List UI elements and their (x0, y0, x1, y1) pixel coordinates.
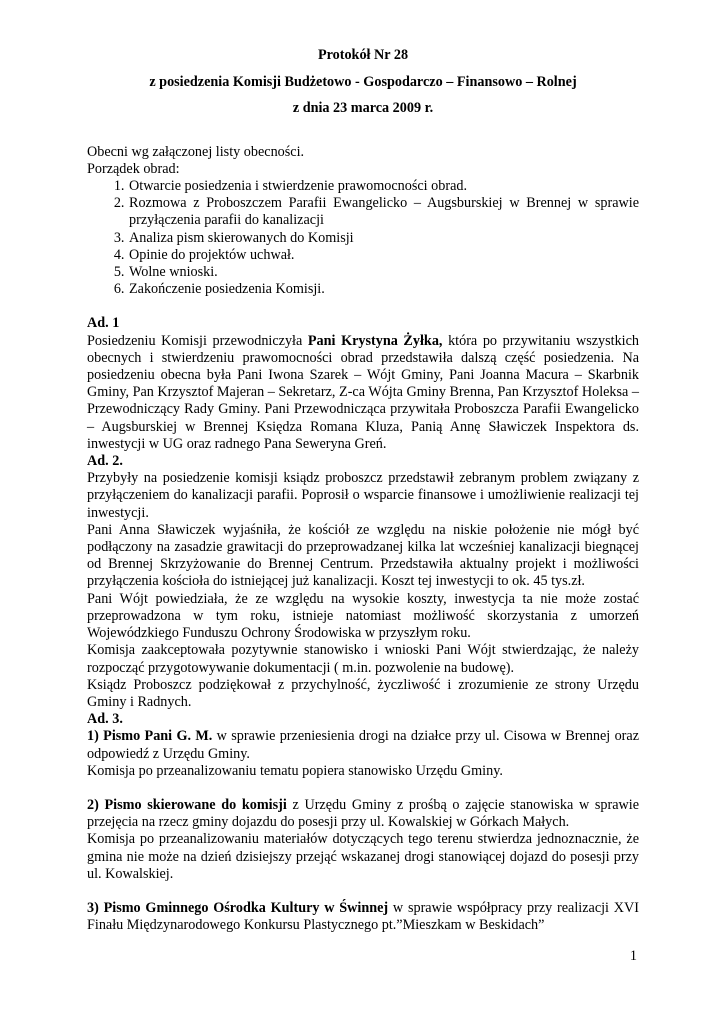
ad1-heading: Ad. 1 (87, 315, 120, 332)
ad2-paragraph-3: Pani Wójt powiedziała, że ze względu na wysokie koszty, inwestycja ta nie może zostać przeprowadzona w tym roku, istnieje natomiast możliwość skorzystania z umorzeń Wojewódzkiego Funduszu Ochrony Środowiska w przyszłym roku. (87, 590, 639, 642)
ad3-heading: Ad. 3. (87, 711, 123, 728)
ad3-item-1 (87, 728, 639, 762)
attendance-note: Obecni wg załączonej listy obecności. (87, 143, 305, 160)
agenda-label: Porządek obrad: (87, 160, 180, 177)
agenda-item: 1. Otwarcie posiedzenia i stwierdzenie prawomocności obrad. (128, 178, 639, 195)
chairperson-name: Pani Krystyna Żyłka, (307, 332, 443, 349)
ad2-paragraph-1: Przybyły na posiedzenie komisji ksiądz proboszcz przedstawił zebranym problem związany z przyłączeniem do kanalizacji parafii. Poprosił o wsparcie finansowe i umożliwienie realizacji tej inwestycji. (87, 470, 639, 521)
ad3-item-3-text: w sprawie współpracy przy realizacji XVI Finału Międzynarodowego Konkursu Plastycznego pt.”Mieszkam w Beskidach” (87, 899, 639, 934)
document-date: z dnia 23 marca 2009 r. (292, 100, 434, 117)
agenda-item: 4. Opinie do projektów uchwał. (128, 247, 639, 264)
ad3-item-3 (87, 900, 639, 934)
ad2-paragraph-5: Ksiądz Proboszcz podziękował z przychylność, życzliwość i zrozumienie ze strony Urzędu Gminy i Radnych. (87, 676, 639, 710)
document-title: Protokół Nr 28 (317, 47, 409, 63)
ad3-item-2-conclusion: Komisja po przeanalizowaniu materiałów dotyczących tego terenu stwierdza jednoznacznie, że gmina nie może na dzień dzisiejszy przejąć wskazanej drogi stanowiącej dojazd do posesji przy ul. Kowalskiej. (87, 831, 639, 882)
agenda-item: 3. Analiza pism skierowanych do Komisji (128, 230, 639, 247)
ad2-paragraph-4: Komisja zaakceptowała pozytywnie stanowisko i wnioski Pani Wójt stwierdzając, że należy rozpocząć przygotowywanie dokumentacji ( m.in. pozwolenie na budowę). (87, 642, 639, 676)
agenda-item: 2. Rozmowa z Proboszczem Parafii Ewangelicko – Augsburskiej w Brennej w sprawie przyłączenia parafii do kanalizacji (128, 195, 639, 229)
agenda-list (87, 178, 639, 298)
ad3-item-2-title: 2) Pismo skierowane do komisji (87, 796, 287, 813)
ad1-paragraph (87, 333, 639, 453)
page-number: 1 (629, 948, 637, 964)
ad3-item-2 (87, 797, 639, 831)
ad2-heading: Ad. 2. (87, 453, 123, 470)
ad1-text-a: Posiedzeniu Komisji przewodniczyła (87, 332, 308, 349)
document-page (87, 47, 639, 934)
ad3-item-1-title: 1) Pismo Pani G. M. (87, 728, 213, 745)
agenda-item: 5. Wolne wnioski. (128, 264, 639, 281)
ad3-item-1-conclusion: Komisja po przeanalizowaniu tematu popiera stanowisko Urzędu Gminy. (87, 762, 503, 779)
document-subtitle: z posiedzenia Komisji Budżetowo - Gospodarczo – Finansowo – Rolnej (149, 73, 577, 90)
ad2-paragraph-2: Pani Anna Sławiczek wyjaśniła, że kościół ze względu na niskie położenie nie mógł być podłączony na zasadzie grawitacji do przeprowadzanej kilka lat wcześniej kanalizacji biegnącej od Brennej Skrzyżowanie do Brennej Centrum. Przedstawiła aktualny projekt i możliwości przyłączenia kościoła do istniejącej już kanalizacji. Koszt tej inwestycji to ok. 45 tys.zł. (87, 521, 639, 590)
agenda-item: 6. Zakończenie posiedzenia Komisji. (128, 281, 639, 298)
ad3-item-2-text: z Urzędu Gminy z prośbą o zajęcie stanowiska w sprawie przejęcia na rzecz gminy dojazdu do posesji przy ul. Kowalskiej w Górkach Małych. (87, 796, 639, 831)
ad1-text-b: która po przywitaniu wszystkich obecnych i stwierdzeniu prawomocności obrad przedstawiła dalszą część posiedzenia. Na posiedzeniu obecna była Pani Iwona Szarek – Wójt Gminy, Pani Joanna Macura – Skarbnik Gminy, Pan Krzysztof Majeran – Sekretarz, Z-ca Wójta Gminy Brenna, Pan Krzysztof Holeksa – Przewodniczący Rady Gminy. Pani Przewodnicząca przywitała Proboszcza Parafii Ewangelicko – Augsburskiej w Brennej Księdza Romana Kluza, Panią Annę Sławiczek Inspektora ds. inwestycji w UG oraz radnego Pana Seweryna Greń. (87, 332, 640, 452)
ad3-item-3-title: 3) Pismo Gminnego Ośrodka Kultury w Świnnej (87, 899, 389, 916)
ad3-item-1-text: w sprawie przeniesienia drogi na działce przy ul. Cisowa w Brennej oraz odpowiedź z Urzędu Gminy. (87, 728, 639, 762)
